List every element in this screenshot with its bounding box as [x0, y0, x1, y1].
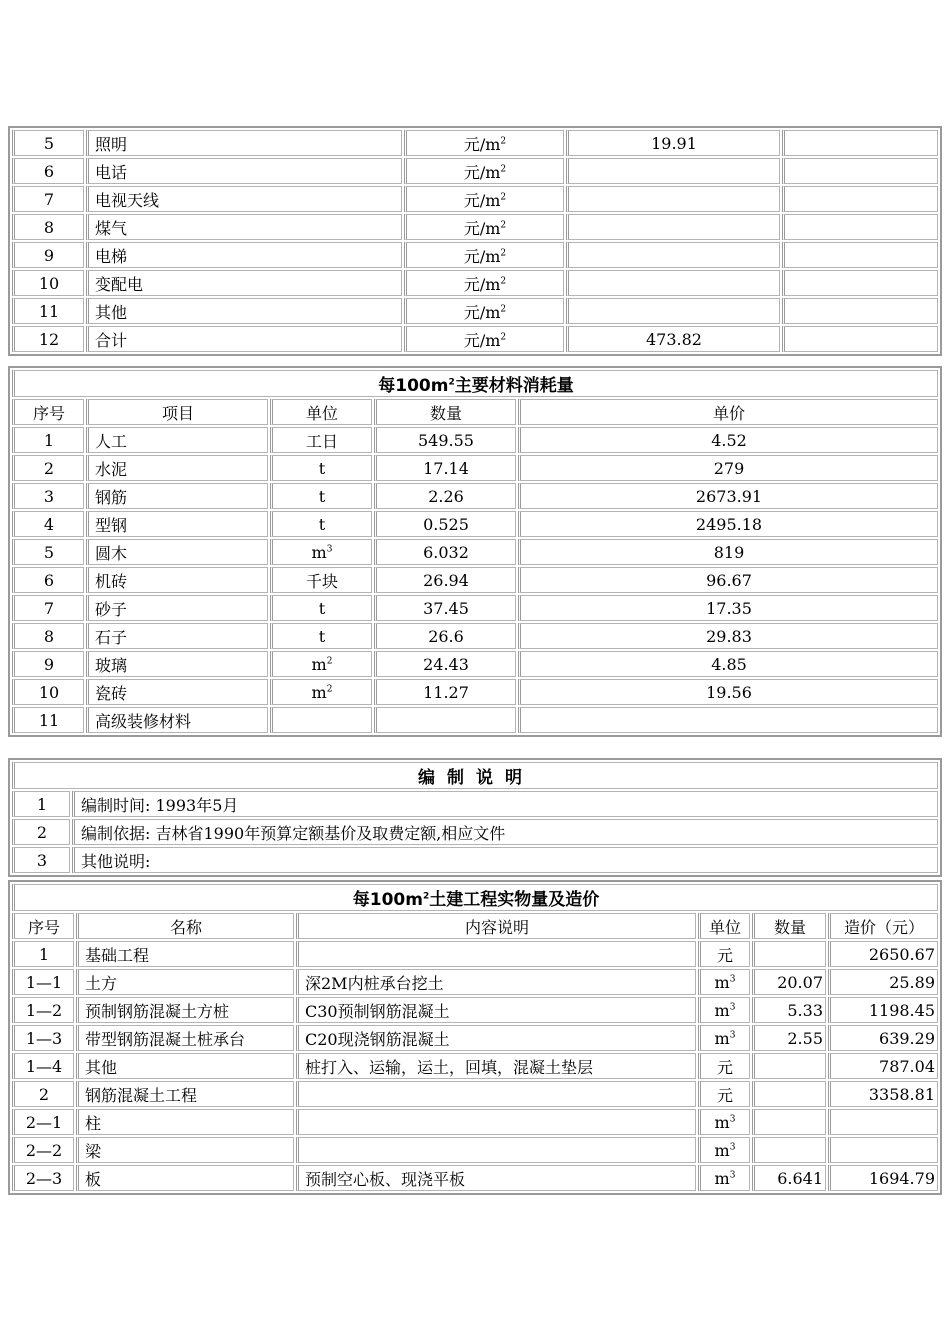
row-number: 8	[12, 214, 84, 240]
header-cell: 单位	[698, 913, 750, 939]
unit-cell: $m^3$	[270, 539, 372, 565]
item-name: 钢筋	[86, 483, 268, 509]
works-row	[12, 1109, 938, 1135]
works-row	[12, 1165, 938, 1191]
row-number: 1—1	[12, 969, 74, 995]
item-name: 板	[76, 1165, 294, 1191]
unit-cell	[270, 707, 372, 733]
item-name: 带型钢筋混凝土桩承台	[76, 1025, 294, 1051]
cost-table	[10, 128, 940, 354]
row-number: 1—4	[12, 1053, 74, 1079]
quantity-cell	[752, 1081, 826, 1107]
unit-cell: t	[270, 483, 372, 509]
value-cell	[566, 158, 780, 184]
extra-cell	[782, 270, 938, 296]
value-cell	[566, 270, 780, 296]
price-cell: 4.85	[518, 651, 938, 677]
extra-cell	[782, 186, 938, 212]
material-row	[12, 595, 938, 621]
row-number: 8	[12, 623, 84, 649]
note-row	[12, 819, 938, 845]
materials-table-body	[12, 370, 938, 733]
price-cell	[518, 707, 938, 733]
value-cell	[566, 242, 780, 268]
item-name: 预制钢筋混凝土方桩	[76, 997, 294, 1023]
row-number: 2—1	[12, 1109, 74, 1135]
item-name: 合计	[86, 326, 402, 352]
cost-cell	[828, 1137, 938, 1163]
row-number: 1	[12, 941, 74, 967]
value-cell	[566, 298, 780, 324]
row-number: 5	[12, 539, 84, 565]
description-cell	[296, 1081, 696, 1107]
unit-cell: 元$/m^2$	[404, 298, 564, 324]
note-text: 编制依据: 吉林省1990年预算定额基价及取费定额,相应文件	[72, 819, 938, 845]
row-number: 2—2	[12, 1137, 74, 1163]
description-cell	[296, 1137, 696, 1163]
header-cell: 造价（元）	[828, 913, 938, 939]
item-name: 电视天线	[86, 186, 402, 212]
item-name: 高级装修材料	[86, 707, 268, 733]
quantity-cell: 549.55	[374, 427, 516, 453]
extra-cell	[782, 158, 938, 184]
row-number: 11	[12, 298, 84, 324]
material-row	[12, 511, 938, 537]
price-cell: 17.35	[518, 595, 938, 621]
notes-table	[10, 760, 940, 875]
unit-cell: 元	[698, 1053, 750, 1079]
cost-row	[12, 270, 938, 296]
row-number: 2	[12, 1081, 74, 1107]
materials-title-row	[12, 370, 938, 397]
header-cell: 序号	[12, 913, 74, 939]
price-cell: 4.52	[518, 427, 938, 453]
materials-header-row	[12, 399, 938, 425]
header-cell: 单价	[518, 399, 938, 425]
unit-cell: $m^3$	[698, 969, 750, 995]
notes-table-body	[12, 762, 938, 873]
extra-cell	[782, 326, 938, 352]
row-number: 12	[12, 326, 84, 352]
quantity-cell: 20.07	[752, 969, 826, 995]
header-cell: 数量	[752, 913, 826, 939]
extra-cell	[782, 130, 938, 156]
works-row	[12, 1137, 938, 1163]
item-name: 土方	[76, 969, 294, 995]
row-number: 11	[12, 707, 84, 733]
item-name: 钢筋混凝土工程	[76, 1081, 294, 1107]
row-number: 10	[12, 270, 84, 296]
notes-section	[8, 758, 942, 877]
note-text: 编制时间: 1993年5月	[72, 791, 938, 817]
cost-cell: 2650.67	[828, 941, 938, 967]
works-row	[12, 997, 938, 1023]
note-row	[12, 847, 938, 873]
quantity-cell	[752, 1109, 826, 1135]
item-name: 照明	[86, 130, 402, 156]
item-name: 其他	[76, 1053, 294, 1079]
quantity-cell: 11.27	[374, 679, 516, 705]
unit-cell: 元$/m^2$	[404, 158, 564, 184]
unit-cell: 工日	[270, 427, 372, 453]
item-name: 型钢	[86, 511, 268, 537]
price-cell: 819	[518, 539, 938, 565]
quantity-cell	[752, 1053, 826, 1079]
material-row	[12, 651, 938, 677]
materials-table	[10, 368, 940, 735]
material-row	[12, 679, 938, 705]
header-cell: 序号	[12, 399, 84, 425]
unit-cell: t	[270, 595, 372, 621]
unit-cell: 元$/m^2$	[404, 214, 564, 240]
row-number: 6	[12, 158, 84, 184]
cost-row	[12, 298, 938, 324]
unit-cell: 元	[698, 941, 750, 967]
works-title: 每$100m^2$土建工程实物量及造价	[12, 884, 938, 911]
row-number: 4	[12, 511, 84, 537]
header-cell: 内容说明	[296, 913, 696, 939]
row-number: 2	[12, 455, 84, 481]
header-cell: 数量	[374, 399, 516, 425]
cost-row	[12, 242, 938, 268]
item-name: 石子	[86, 623, 268, 649]
works-table	[10, 882, 940, 1193]
unit-cell: $m^3$	[698, 997, 750, 1023]
cost-cell: 639.29	[828, 1025, 938, 1051]
unit-cell: 元$/m^2$	[404, 130, 564, 156]
cost-row	[12, 326, 938, 352]
row-number: 1—2	[12, 997, 74, 1023]
works-row	[12, 969, 938, 995]
cost-row	[12, 186, 938, 212]
quantity-cell: 6.641	[752, 1165, 826, 1191]
header-cell: 单位	[270, 399, 372, 425]
unit-cell: 千块	[270, 567, 372, 593]
unit-cell: t	[270, 623, 372, 649]
price-cell: 2495.18	[518, 511, 938, 537]
quantity-cell	[752, 1137, 826, 1163]
unit-cell: t	[270, 511, 372, 537]
works-row	[12, 1053, 938, 1079]
works-row	[12, 1081, 938, 1107]
works-header-row	[12, 913, 938, 939]
cost-table-section	[8, 126, 942, 356]
description-cell: C30预制钢筋混凝土	[296, 997, 696, 1023]
description-cell: 深2M内桩承台挖土	[296, 969, 696, 995]
cost-cell	[828, 1109, 938, 1135]
row-number: 7	[12, 186, 84, 212]
header-cell: 名称	[76, 913, 294, 939]
materials-title: 每$100m^2$主要材料消耗量	[12, 370, 938, 397]
extra-cell	[782, 298, 938, 324]
quantity-cell: 6.032	[374, 539, 516, 565]
price-cell: 29.83	[518, 623, 938, 649]
quantity-cell: 2.26	[374, 483, 516, 509]
unit-cell: 元$/m^2$	[404, 186, 564, 212]
notes-title-row	[12, 762, 938, 789]
description-cell	[296, 941, 696, 967]
cost-cell: 3358.81	[828, 1081, 938, 1107]
item-name: 圆木	[86, 539, 268, 565]
cost-cell: 25.89	[828, 969, 938, 995]
row-number: 10	[12, 679, 84, 705]
unit-cell: $m^2$	[270, 651, 372, 677]
unit-cell: $m^3$	[698, 1109, 750, 1135]
quantity-cell	[752, 941, 826, 967]
value-cell	[566, 214, 780, 240]
material-row	[12, 567, 938, 593]
quantity-cell: 26.94	[374, 567, 516, 593]
quantity-cell	[374, 707, 516, 733]
unit-cell: 元$/m^2$	[404, 270, 564, 296]
cost-row	[12, 214, 938, 240]
item-name: 基础工程	[76, 941, 294, 967]
header-cell: 项目	[86, 399, 268, 425]
value-cell: 19.91	[566, 130, 780, 156]
material-row	[12, 427, 938, 453]
cost-cell: 787.04	[828, 1053, 938, 1079]
unit-cell: $m^3$	[698, 1165, 750, 1191]
row-number: 9	[12, 651, 84, 677]
works-row	[12, 1025, 938, 1051]
quantity-cell: 37.45	[374, 595, 516, 621]
description-cell: 桩打入、运输，运土，回填，混凝土垫层	[296, 1053, 696, 1079]
quantity-cell: 24.43	[374, 651, 516, 677]
item-name: 煤气	[86, 214, 402, 240]
price-cell: 279	[518, 455, 938, 481]
material-row	[12, 455, 938, 481]
notes-title: 编制说明	[12, 762, 938, 789]
works-section	[8, 880, 942, 1195]
cost-table-body	[12, 130, 938, 352]
item-name: 水泥	[86, 455, 268, 481]
extra-cell	[782, 242, 938, 268]
description-cell: C20现浇钢筋混凝土	[296, 1025, 696, 1051]
works-row	[12, 941, 938, 967]
note-row	[12, 791, 938, 817]
description-cell: 预制空心板、现浇平板	[296, 1165, 696, 1191]
row-number: 3	[12, 847, 70, 873]
item-name: 其他	[86, 298, 402, 324]
unit-cell: $m^2$	[270, 679, 372, 705]
row-number: 2—3	[12, 1165, 74, 1191]
item-name: 人工	[86, 427, 268, 453]
works-table-body	[12, 884, 938, 1191]
material-row	[12, 623, 938, 649]
quantity-cell: 5.33	[752, 997, 826, 1023]
row-number: 3	[12, 483, 84, 509]
quantity-cell: 2.55	[752, 1025, 826, 1051]
row-number: 1	[12, 427, 84, 453]
note-text: 其他说明:	[72, 847, 938, 873]
price-cell: 2673.91	[518, 483, 938, 509]
item-name: 变配电	[86, 270, 402, 296]
row-number: 1	[12, 791, 70, 817]
material-row	[12, 483, 938, 509]
unit-cell: 元	[698, 1081, 750, 1107]
item-name: 玻璃	[86, 651, 268, 677]
row-number: 1—3	[12, 1025, 74, 1051]
unit-cell: $m^3$	[698, 1137, 750, 1163]
unit-cell: $m^3$	[698, 1025, 750, 1051]
item-name: 柱	[76, 1109, 294, 1135]
item-name: 电梯	[86, 242, 402, 268]
item-name: 瓷砖	[86, 679, 268, 705]
item-name: 电话	[86, 158, 402, 184]
value-cell: 473.82	[566, 326, 780, 352]
cost-row	[12, 130, 938, 156]
row-number: 2	[12, 819, 70, 845]
row-number: 7	[12, 595, 84, 621]
quantity-cell: 26.6	[374, 623, 516, 649]
price-cell: 96.67	[518, 567, 938, 593]
description-cell	[296, 1109, 696, 1135]
cost-cell: 1694.79	[828, 1165, 938, 1191]
row-number: 6	[12, 567, 84, 593]
item-name: 砂子	[86, 595, 268, 621]
item-name: 机砖	[86, 567, 268, 593]
cost-row	[12, 158, 938, 184]
material-row	[12, 707, 938, 733]
materials-section	[8, 366, 942, 737]
quantity-cell: 0.525	[374, 511, 516, 537]
unit-cell: 元$/m^2$	[404, 326, 564, 352]
price-cell: 19.56	[518, 679, 938, 705]
quantity-cell: 17.14	[374, 455, 516, 481]
cost-cell: 1198.45	[828, 997, 938, 1023]
extra-cell	[782, 214, 938, 240]
unit-cell: t	[270, 455, 372, 481]
works-title-row	[12, 884, 938, 911]
item-name: 梁	[76, 1137, 294, 1163]
value-cell	[566, 186, 780, 212]
unit-cell: 元$/m^2$	[404, 242, 564, 268]
row-number: 5	[12, 130, 84, 156]
material-row	[12, 539, 938, 565]
row-number: 9	[12, 242, 84, 268]
